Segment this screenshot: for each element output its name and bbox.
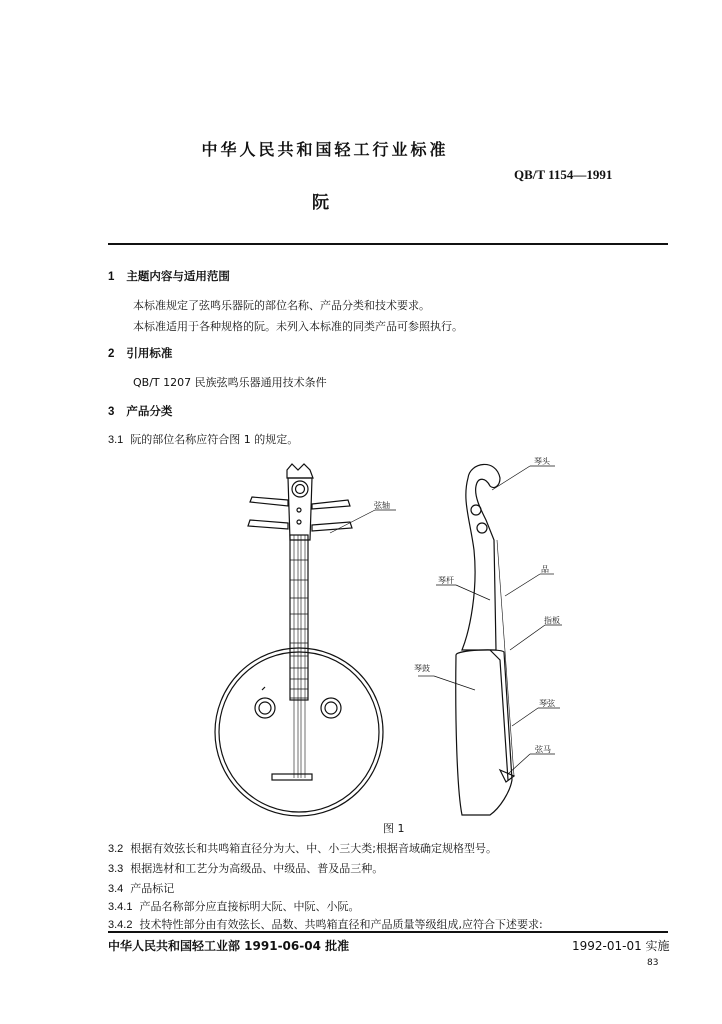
footer-rule bbox=[108, 931, 668, 933]
section-2-heading: 2 引用标准 bbox=[108, 346, 173, 360]
label-neck: 琴杆 bbox=[438, 576, 454, 585]
section-3-2: 3.2 根据有效弦长和共鸣箱直径分为大、中、小三大类;根据音域确定规格型号。 bbox=[108, 842, 498, 855]
peg-left-bottom bbox=[248, 520, 288, 529]
side-peg-hole-1 bbox=[471, 505, 481, 515]
leader-fingerboard bbox=[510, 625, 545, 650]
front-head-ornament bbox=[287, 464, 313, 478]
label-fret: 品 bbox=[541, 565, 549, 574]
front-strings bbox=[294, 535, 305, 778]
section-1-para-1: 本标准规定了弦鸣乐器阮的部位名称、产品分类和技术要求。 bbox=[133, 299, 430, 312]
side-body bbox=[456, 650, 512, 815]
peg-right-top bbox=[312, 500, 350, 509]
leader-peg bbox=[330, 510, 375, 533]
right-sound-hole bbox=[321, 698, 341, 718]
section-3-1: 3.1 阮的部位名称应符合图 1 的规定。 bbox=[108, 433, 299, 446]
label-string: 琴弦 bbox=[539, 699, 555, 708]
section-1-heading: 1 主题内容与适用范围 bbox=[108, 269, 230, 283]
front-body-inner bbox=[219, 652, 379, 812]
document-title: 中华人民共和国轻工行业标准 bbox=[201, 140, 449, 159]
effective-date: 1992-01-01 实施 bbox=[572, 939, 670, 953]
label-bridge: 弦马 bbox=[535, 745, 551, 754]
peg-right-bottom bbox=[312, 522, 352, 531]
leader-fret bbox=[505, 574, 540, 596]
section-3-4-2: 3.4.2 技术特性部分由有效弦长、品数、共鸣箱直径和产品质量等级组成,应符合下述要求: bbox=[108, 918, 543, 931]
label-peg: 弦轴 bbox=[374, 501, 390, 510]
document-name: 阮 bbox=[312, 193, 329, 213]
page-number: 83 bbox=[647, 958, 659, 968]
side-peg-hole-2 bbox=[477, 523, 487, 533]
label-body: 琴鼓 bbox=[414, 664, 430, 673]
front-head-circle bbox=[292, 481, 308, 497]
front-body-outer bbox=[215, 648, 383, 816]
approval-line: 中华人民共和国轻工业部 1991-06-04 批准 bbox=[108, 939, 350, 953]
label-fingerboard: 指板 bbox=[544, 616, 560, 625]
label-head: 琴头 bbox=[534, 457, 550, 466]
standard-code: QB/T 1154—1991 bbox=[514, 167, 613, 182]
side-head-neck bbox=[462, 464, 500, 650]
figure-caption: 图 1 bbox=[383, 822, 405, 835]
leader-head bbox=[492, 466, 530, 490]
leader-string bbox=[512, 708, 538, 726]
section-3-3: 3.3 根据选材和工艺分为高级品、中级品、普及品三种。 bbox=[108, 862, 384, 875]
section-3-4-1: 3.4.1 产品名称部分应直接标明大阮、中阮、小阮。 bbox=[108, 900, 360, 913]
left-sound-hole bbox=[255, 698, 275, 718]
section-2-reference: QB/T 1207 民族弦鸣乐器通用技术条件 bbox=[133, 376, 327, 389]
front-bridge bbox=[272, 774, 312, 780]
section-3-4: 3.4 产品标记 bbox=[108, 882, 175, 895]
peg-left-top bbox=[250, 497, 288, 506]
section-3-heading: 3 产品分类 bbox=[108, 404, 173, 418]
section-1-para-2: 本标准适用于各种规格的阮。未列入本标准的同类产品可参照执行。 bbox=[133, 320, 463, 333]
